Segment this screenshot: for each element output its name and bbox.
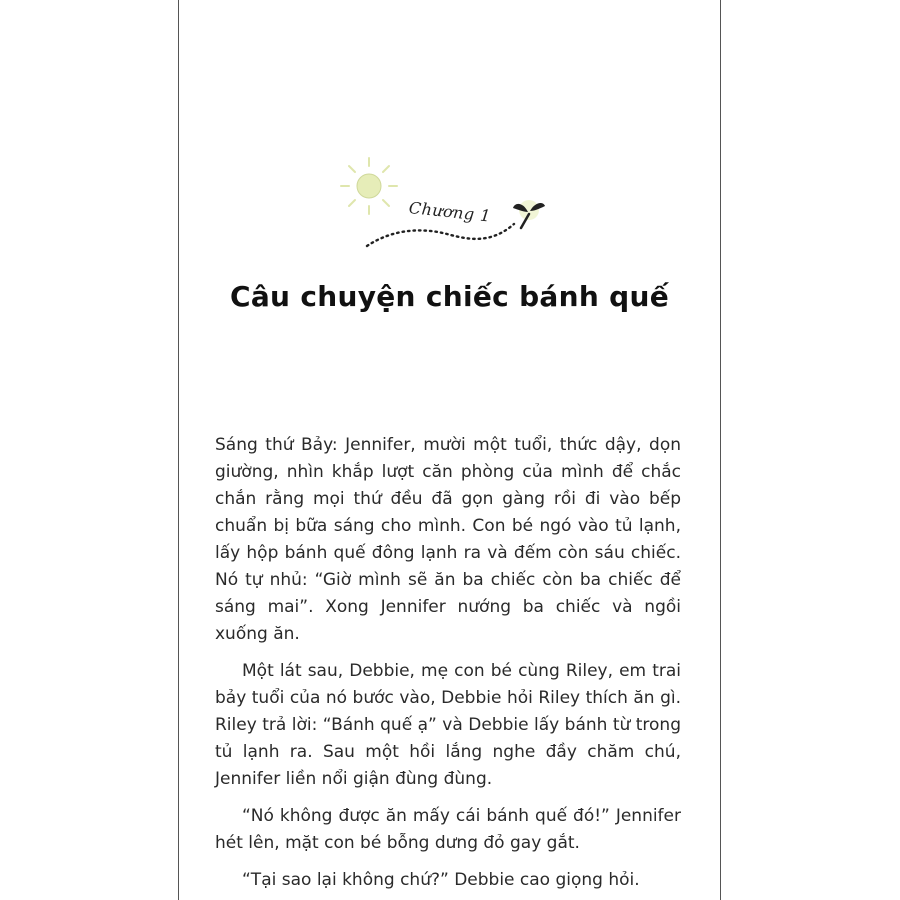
firefly-icon (513, 200, 545, 228)
chapter-label: Chương 1 (408, 198, 492, 226)
sun-icon (341, 158, 397, 214)
paragraph: Một lát sau, Debbie, mẹ con bé cùng Riley, em trai bảy tuổi của nó bước vào, Debbie hỏi Riley thích ăn gì. Riley trả lời: “Bánh quế ạ” và Debbie lấy bánh từ trong tủ lạnh ra. Sau một hồi lắng nghe đầy chăm chú, Jennifer liền nổi giận đùng đùng. (215, 661, 681, 789)
paragraph: “Nó không được ăn mấy cái bánh quế đó!” Jennifer hét lên, mặt con bé bỗng dưng đỏ gay gắt. (215, 806, 681, 853)
dotted-flight-path (367, 224, 514, 246)
chapter-title: Câu chuyện chiếc bánh quế (230, 280, 669, 313)
book-page (178, 0, 721, 900)
paragraph: Sáng thứ Bảy: Jennifer, mười một tuổi, thức dậy, dọn giường, nhìn khắp lượt căn phòng của mình để chắc chắn rằng mọi thứ đều đã gọn gàng rồi đi vào bếp chuẩn bị bữa sáng cho mình. Con bé ngó vào tủ lạnh, lấy hộp bánh quế đông lạnh ra và đếm còn sáu chiếc. Nó tự nhủ: “Giờ mình sẽ ăn ba chiếc còn ba chiếc để sáng mai”. Xong Jennifer nướng ba chiếc và ngồi xuống ăn. (215, 435, 681, 644)
body-text (215, 432, 681, 900)
chapter-ornament (179, 0, 721, 270)
paragraph: “Tại sao lại không chứ?” Debbie cao giọng hỏi. (242, 870, 640, 890)
